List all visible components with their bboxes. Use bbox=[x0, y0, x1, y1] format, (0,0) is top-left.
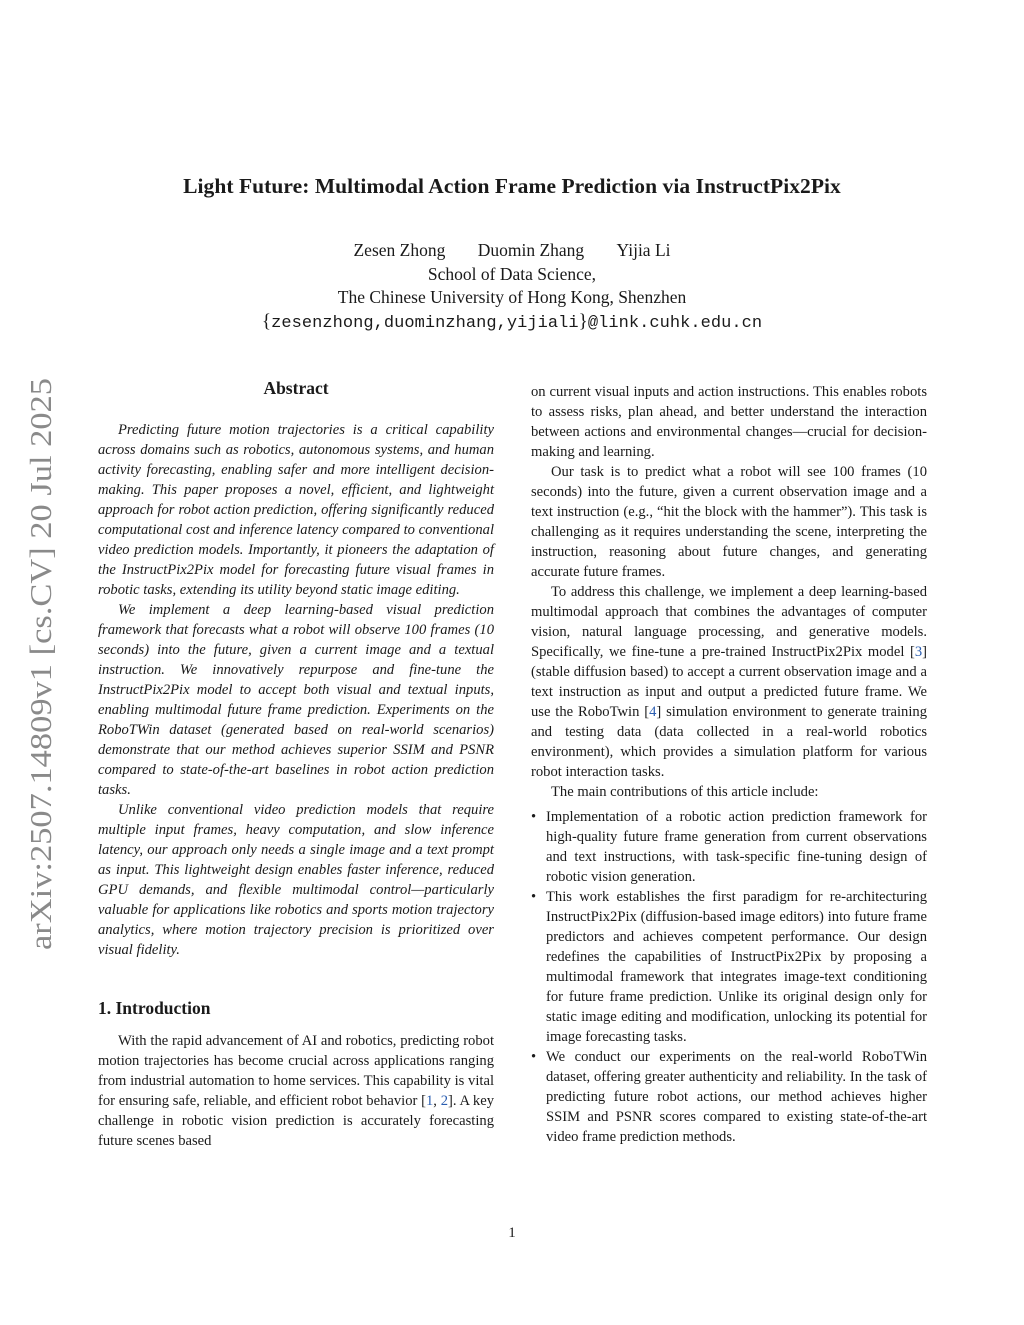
affiliation-university: The Chinese University of Hong Kong, Shenzhen bbox=[337, 287, 687, 308]
intro-paragraph: Our task is to predict what a robot will see 100 frames (10 seconds) into the future, given a current observation image and a text instruction (e.g., “hit the block with the hammer”). This task is challenging as it requires understanding the scene, interpreting the instruction, reasoning about future changes, and generating accurate future frames. bbox=[531, 464, 927, 580]
author-block bbox=[0, 239, 1024, 336]
abstract-heading: Abstract bbox=[263, 378, 329, 398]
intro-text: ]. A key challenge in robotic vision prediction is accurately forecasting future scenes based bbox=[98, 1093, 494, 1149]
citation-link[interactable]: 4 bbox=[649, 704, 657, 720]
bullet-marker: • bbox=[531, 889, 537, 905]
introduction-heading: 1. Introduction bbox=[98, 998, 211, 1018]
intro-paragraph bbox=[531, 582, 927, 782]
list-item bbox=[531, 887, 927, 1047]
author-name: Yijia Li bbox=[616, 240, 671, 260]
bullet-marker: • bbox=[531, 1049, 537, 1065]
intro-paragraph bbox=[98, 1031, 494, 1151]
intro-text: ] simulation environment to generate training and testing data (data collected in a real-world robotics environment), which provides a simulation platform for various robot interaction tasks. bbox=[531, 704, 928, 780]
email-brace-close: } bbox=[578, 311, 588, 333]
abstract-paragraph: Predicting future motion trajectories is a critical capability across domains such as robotics, autonomous systems, and human activity forecasting, enabling safer and more intelligent decision-making. This paper proposes a novel, efficient, and lightweight approach for robot action prediction, offering significantly reduced computational cost and inference latency compared to conventional video prediction models. Importantly, it pioneers the adaptation of the InstructPix2Pix model for forecasting future visual frames in robotic tasks, extending its utility beyond static image editing. bbox=[98, 422, 494, 598]
abstract-paragraph: Unlike conventional video prediction models that require multiple input frames, heavy computation, and slow inference latency, our approach only needs a single image and a text prompt as input. This lightweight design enables faster inference, reduced GPU demands, and flexible multimodal control—particularly valuable for applications like robotics and sports motion trajectory analytics, where motion trajectory precision is prioritized over visual fidelity. bbox=[98, 802, 494, 958]
intro-text: To address this challenge, we implement a deep learning-based multimodal approach that combines the advantages of computer vision, natural language processing, and generative models. Specifically, we fine-tune a pre-trained InstructPix2Pix model [ bbox=[531, 584, 927, 660]
citation-link[interactable]: 3 bbox=[914, 644, 923, 660]
email-usernames: zesenzhong,duominzhang,yijiali bbox=[271, 314, 579, 334]
list-item bbox=[531, 807, 927, 887]
list-item bbox=[531, 1047, 927, 1147]
bullet-marker: • bbox=[531, 809, 537, 825]
intro-paragraph: The main contributions of this article include: bbox=[551, 784, 819, 800]
citation-link[interactable]: 1 bbox=[425, 1093, 434, 1109]
abstract-paragraph: We implement a deep learning-based visual prediction framework that forecasts what a robot will observe 100 frames (10 seconds) into the future, given a current image and a textual instruction. We innovatively repurpose and fine-tune the InstructPix2Pix model to accept both visual and textual inputs, enabling multimodal future frame prediction. Experiments on the RoboTWin dataset (generated based on real-world scenarios) demonstrate that our method achieves superior SSIM and PSNR compared to state-of-the-art baselines in robot action prediction tasks. bbox=[98, 602, 494, 798]
contributions-list bbox=[531, 807, 927, 1147]
intro-text: , bbox=[433, 1093, 441, 1109]
abstract-body bbox=[98, 420, 494, 960]
arxiv-id-text: arXiv:2507.14809v1 [cs.CV] 20 Jul 2025 bbox=[23, 435, 58, 950]
contribution-text: This work establishes the first paradigm for re-architecturing InstructPix2Pix (diffusion-based image editors) into future frame predictors and achieves competent performance. Our design redefines the capabilities of InstructPix2Pix by proposing a multimodal framework that integrates image-text conditioning for future frame prediction. Unlike its original design only for static image editing and modification, unlocking its potential for image forecasting tasks. bbox=[546, 889, 927, 1045]
email-brace-open: { bbox=[261, 311, 272, 333]
contribution-text: Implementation of a robotic action prediction framework for high-quality future frame generation from current observations and text instructions, with task-specific fine-tuning design of robotic vision generation. bbox=[546, 809, 927, 885]
intro-text: With the rapid advancement of AI and robotics, predicting robot motion trajectories has become crucial across applications ranging from industrial automation to home services. This capability is vital for ensuring safe, reliable, and efficient robot behavior [ bbox=[98, 1033, 494, 1109]
paper-title: Light Future: Multimodal Action Frame Prediction via InstructPix2Pix bbox=[183, 174, 841, 198]
author-name: Zesen Zhong bbox=[353, 240, 446, 260]
intro-text: ] (stable diffusion based) to accept a current observation image and a text instruction as input and output a predicted future frame. We use the RoboTwin [ bbox=[531, 644, 927, 720]
right-column bbox=[531, 382, 927, 1147]
author-emails bbox=[0, 310, 1024, 336]
author-name: Duomin Zhang bbox=[477, 240, 585, 260]
contribution-text: We conduct our experiments on the real-world RoboTWin dataset, offering greater authenticity and reliability. In the task of predicting future robot actions, our method achieves higher SSIM and PSNR scores compared to existing state-of-the-art video frame prediction methods. bbox=[546, 1049, 927, 1145]
author-names bbox=[0, 239, 1024, 263]
affiliation-school: School of Data Science, bbox=[427, 263, 597, 284]
email-domain: @link.cuhk.edu.cn bbox=[587, 314, 763, 334]
intro-paragraph-continued: on current visual inputs and action instructions. This enables robots to assess risks, plan ahead, and better understand the interaction between actions and environmental changes—crucial for decision-making and learning. bbox=[531, 384, 927, 460]
arxiv-identifier-stamp bbox=[15, 378, 61, 950]
page-number: 1 bbox=[508, 1225, 516, 1241]
citation-link[interactable]: 2 bbox=[440, 1093, 448, 1109]
left-column bbox=[98, 378, 494, 1151]
